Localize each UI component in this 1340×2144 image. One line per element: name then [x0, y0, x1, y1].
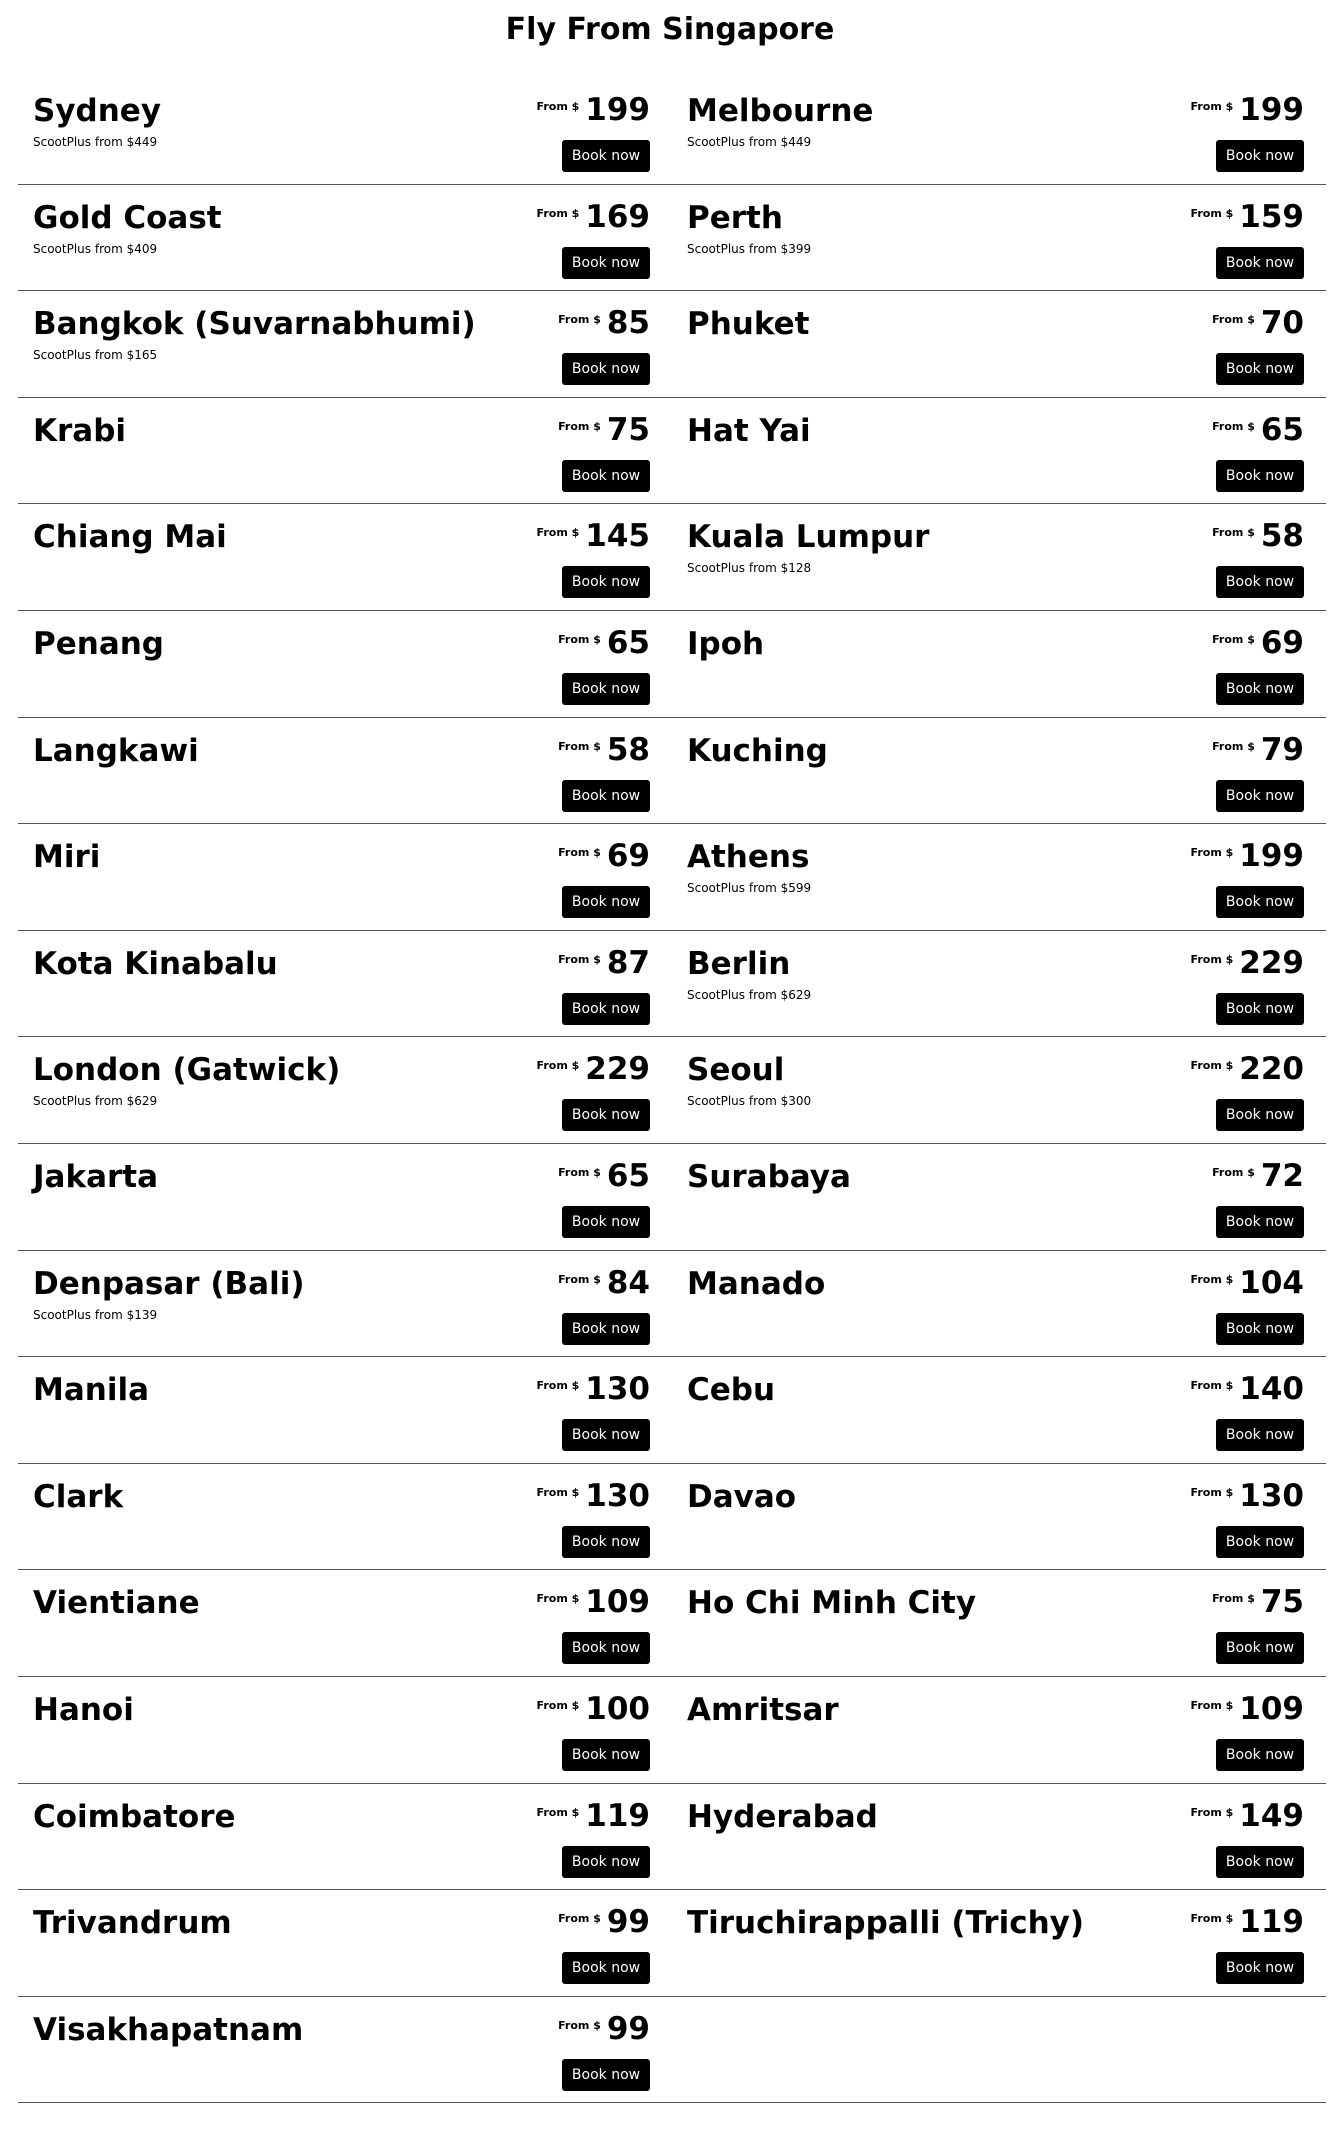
- destination-card: [672, 1890, 1326, 1997]
- price-value: 130: [1239, 1477, 1304, 1514]
- price-value: 145: [585, 518, 650, 555]
- scootplus-price: ScootPlus from $128: [687, 561, 812, 576]
- destination-card: [672, 504, 1326, 611]
- fare-price: [558, 732, 650, 768]
- fare-price: [537, 1798, 650, 1834]
- fare-price: [1191, 1904, 1304, 1940]
- destination-city: Gold Coast: [33, 199, 222, 236]
- scootplus-price: ScootPlus from $139: [33, 1307, 158, 1322]
- from-label: From $: [558, 739, 601, 753]
- from-label: From $: [1190, 1379, 1234, 1393]
- destination-card: [18, 1037, 672, 1144]
- book-now-button[interactable]: Book now: [1216, 1952, 1304, 1984]
- from-label: From $: [558, 1165, 601, 1179]
- destination-city: Berlin: [687, 945, 791, 982]
- from-label: From $: [1212, 419, 1255, 433]
- destination-card: [672, 824, 1326, 931]
- fare-price: [1191, 1051, 1304, 1087]
- from-label: From $: [536, 526, 580, 540]
- price-value: 70: [1260, 305, 1304, 342]
- price-value: 87: [606, 944, 650, 981]
- destination-city: Phuket: [687, 306, 810, 343]
- price-value: 100: [585, 1690, 650, 1727]
- destination-card: [672, 1464, 1326, 1571]
- fare-price: [1191, 1691, 1304, 1727]
- from-label: From $: [1212, 313, 1255, 327]
- scootplus-price: ScootPlus from $629: [687, 987, 812, 1002]
- from-label: From $: [1190, 1698, 1234, 1712]
- book-now-button[interactable]: Book now: [562, 1952, 650, 1984]
- book-now-button[interactable]: Book now: [562, 247, 650, 279]
- destination-city: Cebu: [687, 1372, 776, 1409]
- destination-city: Surabaya: [687, 1158, 851, 1195]
- destination-grid: [18, 78, 1326, 2103]
- price-value: 159: [1239, 198, 1304, 235]
- price-value: 229: [585, 1051, 650, 1088]
- fare-price: [1191, 1478, 1304, 1514]
- destination-card: [672, 1144, 1326, 1251]
- fare-price: [537, 1691, 650, 1727]
- destination-card: [672, 1570, 1326, 1677]
- fare-price: [558, 625, 650, 661]
- price-value: 109: [1239, 1690, 1304, 1727]
- destination-city: Chiang Mai: [33, 519, 227, 556]
- from-label: From $: [1190, 100, 1234, 113]
- fare-price: [1191, 838, 1304, 874]
- book-now-button[interactable]: Book now: [562, 1313, 650, 1345]
- destination-card: [672, 1784, 1326, 1891]
- book-now-button[interactable]: Book now: [1216, 1419, 1304, 1451]
- destination-card: [18, 824, 672, 931]
- price-value: 199: [585, 92, 650, 128]
- from-label: From $: [558, 1912, 601, 1926]
- from-label: From $: [1190, 1272, 1234, 1286]
- book-now-button[interactable]: Book now: [562, 1846, 650, 1878]
- book-now-button[interactable]: Book now: [562, 1419, 650, 1451]
- price-value: 85: [606, 305, 650, 342]
- destination-card: [672, 931, 1326, 1038]
- destination-card: [18, 398, 672, 505]
- destination-card: [18, 504, 672, 611]
- from-label: From $: [558, 419, 601, 433]
- book-now-button[interactable]: Book now: [562, 2059, 650, 2091]
- destination-card: [18, 291, 672, 398]
- destination-card: [18, 185, 672, 292]
- from-label: From $: [536, 1698, 580, 1712]
- destination-card: [18, 1251, 672, 1358]
- book-now-button[interactable]: Book now: [1216, 673, 1304, 705]
- destination-city: Kuala Lumpur: [687, 519, 930, 556]
- price-value: 69: [1260, 624, 1304, 661]
- fare-price: [558, 1904, 650, 1940]
- from-label: From $: [1190, 846, 1234, 860]
- destination-city: Hanoi: [33, 1691, 134, 1728]
- destination-city: Hyderabad: [687, 1798, 878, 1835]
- fare-price: [1212, 412, 1304, 448]
- destination-city: Penang: [33, 625, 164, 662]
- price-value: 119: [585, 1797, 650, 1834]
- price-value: 65: [606, 1157, 650, 1194]
- destination-city: Seoul: [687, 1052, 785, 1089]
- fare-price: [1212, 732, 1304, 768]
- from-label: From $: [536, 1379, 580, 1393]
- book-now-button[interactable]: Book now: [1216, 1526, 1304, 1558]
- from-label: From $: [558, 313, 601, 327]
- price-value: 149: [1239, 1797, 1304, 1834]
- destination-card: [672, 78, 1326, 185]
- fare-price: [1191, 92, 1304, 128]
- fare-price: [558, 412, 650, 448]
- empty-cell: [672, 1997, 1326, 2104]
- from-label: From $: [558, 632, 601, 646]
- fare-price: [1212, 1158, 1304, 1194]
- destination-city: Ipoh: [687, 625, 765, 662]
- from-label: From $: [1190, 1912, 1234, 1926]
- book-now-button[interactable]: Book now: [562, 460, 650, 492]
- destination-city: Denpasar (Bali): [33, 1265, 305, 1302]
- destination-card: [18, 1357, 672, 1464]
- destination-card: [18, 1570, 672, 1677]
- destination-city: Athens: [687, 839, 810, 876]
- book-now-button[interactable]: Book now: [562, 993, 650, 1025]
- scootplus-price: ScootPlus from $599: [687, 881, 812, 896]
- price-value: 58: [1260, 518, 1304, 555]
- price-value: 99: [606, 1904, 650, 1941]
- book-now-button[interactable]: Book now: [562, 886, 650, 918]
- price-value: 58: [606, 731, 650, 768]
- scootplus-price: ScootPlus from $449: [687, 135, 812, 149]
- destination-city: Visakhapatnam: [33, 2011, 304, 2048]
- destination-card: [18, 1144, 672, 1251]
- destination-city: Trivandrum: [33, 1905, 232, 1942]
- destination-card: [672, 1037, 1326, 1144]
- from-label: From $: [558, 1272, 601, 1286]
- destination-card: [672, 1251, 1326, 1358]
- scootplus-price: ScootPlus from $409: [33, 241, 158, 256]
- scootplus-price: ScootPlus from $300: [687, 1094, 812, 1109]
- price-value: 119: [1239, 1904, 1304, 1941]
- page-title: Fly From Singapore: [505, 12, 835, 47]
- from-label: From $: [1212, 632, 1255, 646]
- fare-price: [537, 199, 650, 235]
- from-label: From $: [536, 1485, 580, 1499]
- fare-price: [1212, 518, 1304, 554]
- fare-price: [558, 305, 650, 341]
- scootplus-price: ScootPlus from $165: [33, 348, 158, 363]
- destination-city: Clark: [33, 1478, 124, 1515]
- from-label: From $: [558, 846, 601, 860]
- destination-card: [672, 398, 1326, 505]
- destination-city: Amritsar: [687, 1691, 839, 1728]
- fare-price: [1212, 625, 1304, 661]
- destination-card: [672, 291, 1326, 398]
- from-label: From $: [536, 1059, 580, 1073]
- book-now-button[interactable]: Book now: [562, 673, 650, 705]
- destination-card: [672, 718, 1326, 825]
- fare-price: [558, 2011, 650, 2047]
- price-value: 79: [1260, 731, 1304, 768]
- from-label: From $: [536, 206, 580, 220]
- fare-price: [1191, 199, 1304, 235]
- destination-card: [672, 611, 1326, 718]
- destination-city: Sydney: [33, 93, 162, 129]
- from-label: From $: [1190, 1485, 1234, 1499]
- fare-price: [558, 1265, 650, 1301]
- from-label: From $: [1212, 526, 1255, 540]
- destination-city: Davao: [687, 1478, 797, 1515]
- destination-city: Jakarta: [33, 1158, 159, 1195]
- destination-card: [672, 1357, 1326, 1464]
- book-now-button[interactable]: Book now: [1216, 247, 1304, 279]
- price-value: 65: [1260, 411, 1304, 448]
- destination-card: [18, 718, 672, 825]
- fare-price: [558, 945, 650, 981]
- book-now-button[interactable]: Book now: [1216, 566, 1304, 598]
- book-now-button[interactable]: Book now: [1216, 1846, 1304, 1878]
- fare-price: [558, 838, 650, 874]
- price-value: 84: [606, 1264, 650, 1301]
- scootplus-price: ScootPlus from $449: [33, 135, 158, 149]
- fare-price: [558, 1158, 650, 1194]
- destination-card: [18, 1784, 672, 1891]
- from-label: From $: [1190, 206, 1234, 220]
- book-now-button[interactable]: Book now: [1216, 460, 1304, 492]
- price-value: 65: [606, 624, 650, 661]
- destination-card: [672, 185, 1326, 292]
- price-value: 72: [1260, 1157, 1304, 1194]
- book-now-button[interactable]: Book now: [562, 1632, 650, 1664]
- destination-city: Perth: [687, 199, 783, 236]
- fare-price: [537, 518, 650, 554]
- fare-price: [537, 1371, 650, 1407]
- price-value: 169: [585, 198, 650, 235]
- price-value: 75: [606, 411, 650, 448]
- from-label: From $: [1190, 1805, 1234, 1819]
- book-now-button[interactable]: Book now: [1216, 1099, 1304, 1131]
- fare-price: [537, 92, 650, 128]
- destination-city: Bangkok (Suvarnabhumi): [33, 306, 476, 343]
- price-value: 220: [1239, 1051, 1304, 1088]
- destination-city: Vientiane: [33, 1585, 200, 1622]
- fare-price: [537, 1051, 650, 1087]
- fare-price: [1212, 305, 1304, 341]
- from-label: From $: [536, 1592, 580, 1606]
- destination-card: [672, 1677, 1326, 1784]
- destination-city: Melbourne: [687, 93, 874, 129]
- destination-city: Ho Chi Minh City: [687, 1585, 977, 1622]
- fare-price: [537, 1584, 650, 1620]
- destination-city: Miri: [33, 839, 101, 876]
- fare-price: [1212, 1584, 1304, 1620]
- price-value: 130: [585, 1477, 650, 1514]
- book-now-button[interactable]: Book now: [1216, 886, 1304, 918]
- destination-card: [18, 1890, 672, 1997]
- from-label: From $: [536, 100, 580, 113]
- from-label: From $: [558, 2018, 601, 2032]
- book-now-button[interactable]: Book now: [1216, 140, 1304, 172]
- from-label: From $: [1212, 739, 1255, 753]
- book-now-button[interactable]: Book now: [562, 140, 650, 172]
- price-value: 130: [585, 1371, 650, 1408]
- destination-city: Tiruchirappalli (Trichy): [687, 1905, 1085, 1942]
- price-value: 99: [606, 2010, 650, 2047]
- price-value: 229: [1239, 944, 1304, 981]
- book-now-button[interactable]: Book now: [562, 566, 650, 598]
- destination-card: [18, 611, 672, 718]
- from-label: From $: [1190, 952, 1234, 966]
- price-value: 75: [1260, 1584, 1304, 1621]
- price-value: 199: [1239, 92, 1304, 128]
- fare-price: [1191, 1371, 1304, 1407]
- book-now-button[interactable]: Book now: [562, 1099, 650, 1131]
- book-now-button[interactable]: Book now: [1216, 1313, 1304, 1345]
- destination-card: [18, 931, 672, 1038]
- scootplus-price: ScootPlus from $399: [687, 241, 812, 256]
- price-value: 69: [606, 838, 650, 875]
- fare-price: [537, 1478, 650, 1514]
- scootplus-price: ScootPlus from $629: [33, 1094, 158, 1109]
- book-now-button[interactable]: Book now: [562, 1526, 650, 1558]
- book-now-button[interactable]: Book now: [1216, 993, 1304, 1025]
- from-label: From $: [1190, 1059, 1234, 1073]
- destination-card: [18, 1997, 672, 2104]
- book-now-button[interactable]: Book now: [1216, 780, 1304, 812]
- fare-price: [1191, 945, 1304, 981]
- from-label: From $: [1212, 1165, 1255, 1179]
- destination-city: London (Gatwick): [33, 1052, 341, 1089]
- from-label: From $: [558, 952, 601, 966]
- book-now-button[interactable]: Book now: [562, 353, 650, 385]
- price-value: 109: [585, 1584, 650, 1621]
- from-label: From $: [536, 1805, 580, 1819]
- price-value: 104: [1239, 1264, 1304, 1301]
- destination-card: [18, 1677, 672, 1784]
- destination-city: Kota Kinabalu: [33, 945, 278, 982]
- book-now-button[interactable]: Book now: [562, 1739, 650, 1771]
- fare-price: [1191, 1798, 1304, 1834]
- destination-city: Langkawi: [33, 732, 199, 769]
- price-value: 140: [1239, 1371, 1304, 1408]
- book-now-button[interactable]: Book now: [562, 1206, 650, 1238]
- from-label: From $: [1212, 1592, 1255, 1606]
- book-now-button[interactable]: Book now: [1216, 1739, 1304, 1771]
- destination-city: Hat Yai: [687, 412, 811, 449]
- book-now-button[interactable]: Book now: [562, 780, 650, 812]
- destination-card: [18, 1464, 672, 1571]
- destination-city: Krabi: [33, 412, 127, 449]
- destination-card: [18, 78, 672, 185]
- book-now-button[interactable]: Book now: [1216, 1632, 1304, 1664]
- book-now-button[interactable]: Book now: [1216, 353, 1304, 385]
- fare-price: [1191, 1265, 1304, 1301]
- book-now-button[interactable]: Book now: [1216, 1206, 1304, 1238]
- destination-city: Coimbatore: [33, 1798, 236, 1835]
- destination-city: Manila: [33, 1372, 150, 1409]
- price-value: 199: [1239, 838, 1304, 875]
- destination-city: Kuching: [687, 732, 828, 769]
- destination-city: Manado: [687, 1265, 826, 1302]
